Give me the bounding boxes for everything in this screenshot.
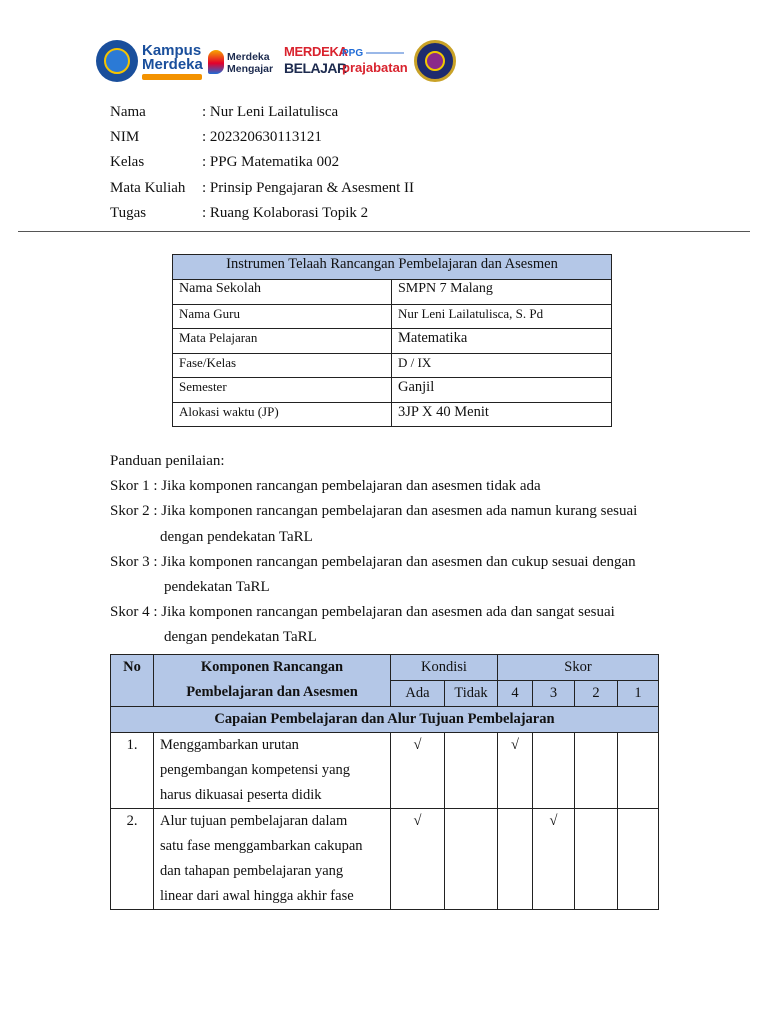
- column-header-kondisi: Kondisi: [391, 655, 498, 681]
- column-header-skor-2: 2: [575, 681, 618, 707]
- column-header-component: [154, 655, 391, 707]
- tut-wuri-handayani-icon: [96, 40, 138, 82]
- identity-value: : Ruang Kolaborasi Topik 2: [202, 204, 369, 221]
- instrument-value: Ganjil: [392, 378, 612, 403]
- kampus-merdeka-line2: Merdeka: [142, 56, 203, 73]
- merdeka-mengajar-line1: Merdeka: [227, 51, 270, 63]
- instrument-label: Nama Sekolah: [173, 280, 392, 305]
- column-header-skor-1: 1: [618, 681, 659, 707]
- instrument-title: Instrumen Telaah Rancangan Pembelajaran dan Asesmen: [173, 255, 612, 280]
- guide-heading: Panduan penilaian:: [110, 453, 225, 469]
- ppg-prajabatan-logo: [342, 48, 412, 80]
- skor-2-cell: [575, 733, 618, 809]
- merdeka-belajar-line1: MERDEKA: [284, 44, 348, 59]
- identity-value: : Prinsip Pengajaran & Asesment II: [202, 179, 415, 196]
- identity-label: Nama: [110, 104, 146, 120]
- identity-label: Mata Kuliah: [110, 179, 186, 196]
- skor-2-cell: [575, 809, 618, 910]
- component-header-line1: Komponen Rancangan: [200, 659, 344, 675]
- header-row: [111, 655, 659, 681]
- guide-line: dengan pendekatan TaRL: [160, 528, 313, 545]
- identity-label: NIM: [110, 129, 140, 146]
- identity-value: : Nur Leni Lailatulisca: [202, 104, 339, 120]
- university-seal-icon: [414, 40, 456, 82]
- merdeka-mengajar-line2: Mengajar: [227, 63, 274, 75]
- skor-3-cell: [533, 733, 575, 809]
- description-line: Alur tujuan pembelajaran dalam: [160, 813, 348, 829]
- assessment-table: [110, 654, 659, 910]
- instrument-label: Semester: [173, 378, 392, 403]
- identity-value: : 202320630113121: [202, 129, 322, 146]
- tidak-cell: [445, 733, 498, 809]
- merdeka-mengajar-icon: [208, 50, 224, 74]
- ada-cell: √: [391, 809, 445, 910]
- guide-line: Skor 2 : Jika komponen rancangan pembelajaran dan asesmen ada namun kurang sesuai: [110, 503, 638, 520]
- kampus-merdeka-line1: Kampus: [142, 42, 202, 59]
- component-header-line2: Pembelajaran dan Asesmen: [186, 684, 358, 700]
- instrument-label: Nama Guru: [173, 304, 392, 329]
- description-line: satu fase menggambarkan cakupan: [160, 838, 363, 854]
- component-description: [154, 809, 391, 910]
- table-row: [173, 280, 612, 305]
- column-header-skor: Skor: [498, 655, 659, 681]
- description-line: pengembangan kompetensi yang: [160, 762, 351, 778]
- kampus-merdeka-tagline-bar: [142, 74, 202, 80]
- skor-3-cell: √: [533, 809, 575, 910]
- column-header-skor-3: 3: [533, 681, 575, 707]
- row-number: 2.: [111, 809, 154, 910]
- table-row: [173, 329, 612, 354]
- logo-banner: [96, 38, 466, 86]
- guide-line: Skor 3 : Jika komponen rancangan pembelajaran dan asesmen dan cukup sesuai dengan: [110, 553, 636, 570]
- instrument-label: Fase/Kelas: [173, 353, 392, 378]
- section-title: Capaian Pembelajaran dan Alur Tujuan Pembelajaran: [111, 707, 659, 733]
- skor-4-cell: [498, 809, 533, 910]
- identity-label: Kelas: [110, 154, 145, 171]
- scoring-guide: [110, 449, 670, 651]
- description-line: harus dikuasai peserta didik: [160, 787, 322, 803]
- horizontal-divider: [18, 231, 750, 232]
- table-row: [173, 353, 612, 378]
- column-header-ada: Ada: [391, 681, 445, 707]
- ppg-decoration-line: [366, 52, 404, 54]
- row-number: 1.: [111, 733, 154, 809]
- identity-value: : PPG Matematika 002: [202, 154, 340, 171]
- instrument-label: Mata Pelajaran: [173, 329, 392, 354]
- description-line: linear dari awal hingga akhir fase: [160, 888, 354, 904]
- skor-1-cell: [618, 733, 659, 809]
- instrument-value: Nur Leni Lailatulisca, S. Pd: [392, 304, 612, 329]
- tidak-cell: [445, 809, 498, 910]
- table-row: [173, 378, 612, 403]
- guide-line: Skor 1 : Jika komponen rancangan pembelajaran dan asesmen tidak ada: [110, 478, 541, 495]
- description-line: dan tahapan pembelajaran yang: [160, 863, 344, 879]
- table-row: [173, 304, 612, 329]
- section-row: [111, 707, 659, 733]
- kampus-merdeka-logo: [96, 40, 204, 84]
- instrument-value: D / IX: [392, 353, 612, 378]
- guide-line: dengan pendekatan TaRL: [164, 629, 317, 646]
- merdeka-mengajar-logo: [208, 48, 280, 80]
- ppg-line1: PPG: [342, 48, 364, 59]
- identity-label: Tugas: [110, 204, 147, 221]
- column-header-no: No: [111, 655, 154, 707]
- table-row: [111, 733, 659, 809]
- merdeka-belajar-line2: BELAJAR: [284, 60, 347, 76]
- instrument-label: Alokasi waktu (JP): [173, 402, 392, 427]
- column-header-skor-4: 4: [498, 681, 533, 707]
- guide-line: Skor 4 : Jika komponen rancangan pembelajaran dan asesmen ada dan sangat sesuai: [110, 604, 615, 621]
- ada-cell: √: [391, 733, 445, 809]
- column-header-tidak: Tidak: [445, 681, 498, 707]
- instrument-value: Matematika: [392, 329, 612, 354]
- merdeka-belajar-logo: [284, 44, 348, 80]
- instrument-title-row: [173, 255, 612, 280]
- skor-4-cell: √: [498, 733, 533, 809]
- table-row: [173, 402, 612, 427]
- description-line: Menggambarkan urutan: [160, 737, 299, 753]
- component-description: [154, 733, 391, 809]
- table-row: [111, 809, 659, 910]
- ppg-line2: prajabatan: [342, 60, 408, 75]
- skor-1-cell: [618, 809, 659, 910]
- instrument-value: 3JP X 40 Menit: [392, 402, 612, 427]
- instrument-value: SMPN 7 Malang: [392, 280, 612, 305]
- instrument-table: [172, 254, 612, 427]
- guide-line: pendekatan TaRL: [164, 578, 270, 595]
